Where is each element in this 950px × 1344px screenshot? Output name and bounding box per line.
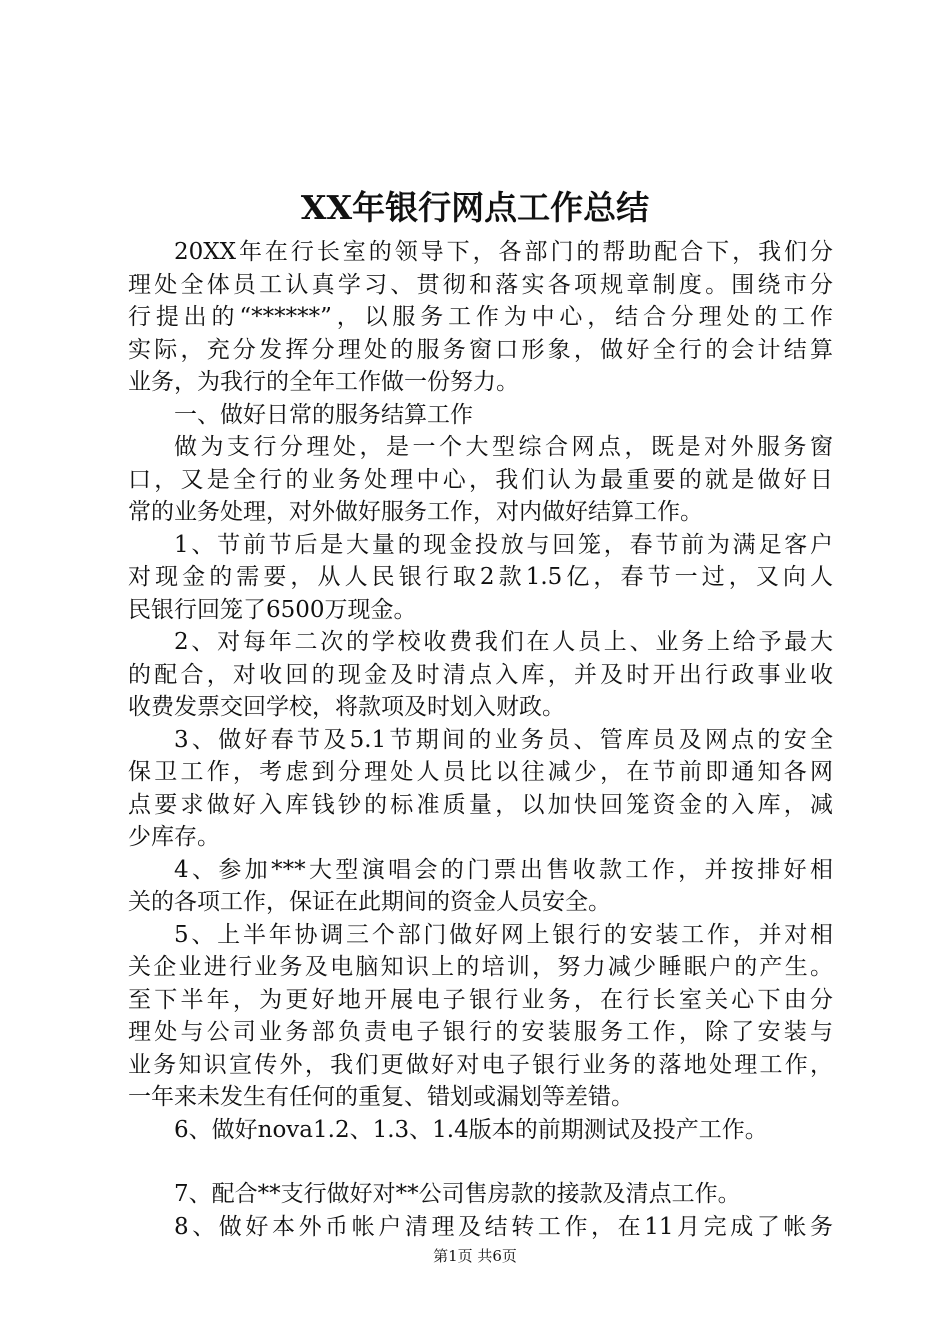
body-line: 1、节前节后是大量的现金投放与回笼，春节前为满足客户 <box>174 531 833 558</box>
body-line: 常的业务处理，对外做好服务工作，对内做好结算工作。 <box>128 499 703 525</box>
body-line: 行提出的“******”，以服务工作为中心，结合分理处的工作 <box>128 304 833 330</box>
body-line: 至下半年，为更好地开展电子银行业务，在行长室关心下由分 <box>128 986 833 1013</box>
body-line: 少库存。 <box>128 824 220 850</box>
body-line: 一年来未发生有任何的重复、错划或漏划等差错。 <box>128 1084 634 1110</box>
body-line: 民银行回笼了6500万现金。 <box>128 596 417 623</box>
body-line: 4、参加***大型演唱会的门票出售收款工作，并按排好相 <box>174 856 833 883</box>
body-line: 6、做好nova1.2、1.3、1.4版本的前期测试及投产工作。 <box>174 1116 768 1143</box>
body-line: 保卫工作，考虑到分理处人员比以往减少，在节前即通知各网 <box>128 759 833 785</box>
body-line: 7、配合**支行做好对**公司售房款的接款及清点工作。 <box>174 1181 741 1207</box>
body-line: 的配合，对收回的现金及时清点入库，并及时开出行政事业收 <box>128 661 833 688</box>
document-body <box>128 236 833 1243</box>
body-line: 业务知识宣传外，我们更做好对电子银行业务的落地处理工作， <box>128 1051 833 1078</box>
body-line: 8、做好本外币帐户清理及结转工作，在11月完成了帐务 <box>174 1213 833 1240</box>
body-line: 理处全体员工认真学习、贯彻和落实各项规章制度。围绕市分 <box>128 271 833 298</box>
document-title: XX年银行网点工作总结 <box>300 188 650 227</box>
body-line: 2、对每年二次的学校收费我们在人员上、业务上给予最大 <box>174 629 833 655</box>
body-line: 3、做好春节及5.1节期间的业务员、管库员及网点的安全 <box>174 726 833 753</box>
body-line: 点要求做好入库钱钞的标准质量，以加快回笼资金的入库，减 <box>128 791 833 818</box>
body-line: 实际，充分发挥分理处的服务窗口形象，做好全行的会计结算 <box>128 336 833 363</box>
body-line: 理处与公司业务部负责电子银行的安装服务工作，除了安装与 <box>128 1019 833 1045</box>
body-line: 做为支行分理处，是一个大型综合网点，既是对外服务窗 <box>174 434 833 460</box>
page-footer: 第1页 共6页 <box>433 1247 517 1265</box>
body-line: 关企业进行业务及电脑知识上的培训，努力减少睡眠户的产生。 <box>128 954 833 980</box>
body-line: 收费发票交回学校，将款项及时划入财政。 <box>128 694 565 720</box>
body-line: 一、做好日常的服务结算工作 <box>174 401 473 428</box>
body-line: 5、上半年协调三个部门做好网上银行的安装工作，并对相 <box>174 921 833 948</box>
body-line: 关的各项工作，保证在此期间的资金人员安全。 <box>128 889 611 915</box>
body-line: 对现金的需要，从人民银行取2款1.5亿，春节一过，又向人 <box>128 564 833 590</box>
body-line: 业务，为我行的全年工作做一份努力。 <box>128 369 519 395</box>
body-line <box>128 1146 833 1178</box>
body-line: 20XX年在行长室的领导下，各部门的帮助配合下，我们分 <box>174 239 833 265</box>
body-line: 口，又是全行的业务处理中心，我们认为最重要的就是做好日 <box>128 466 833 493</box>
